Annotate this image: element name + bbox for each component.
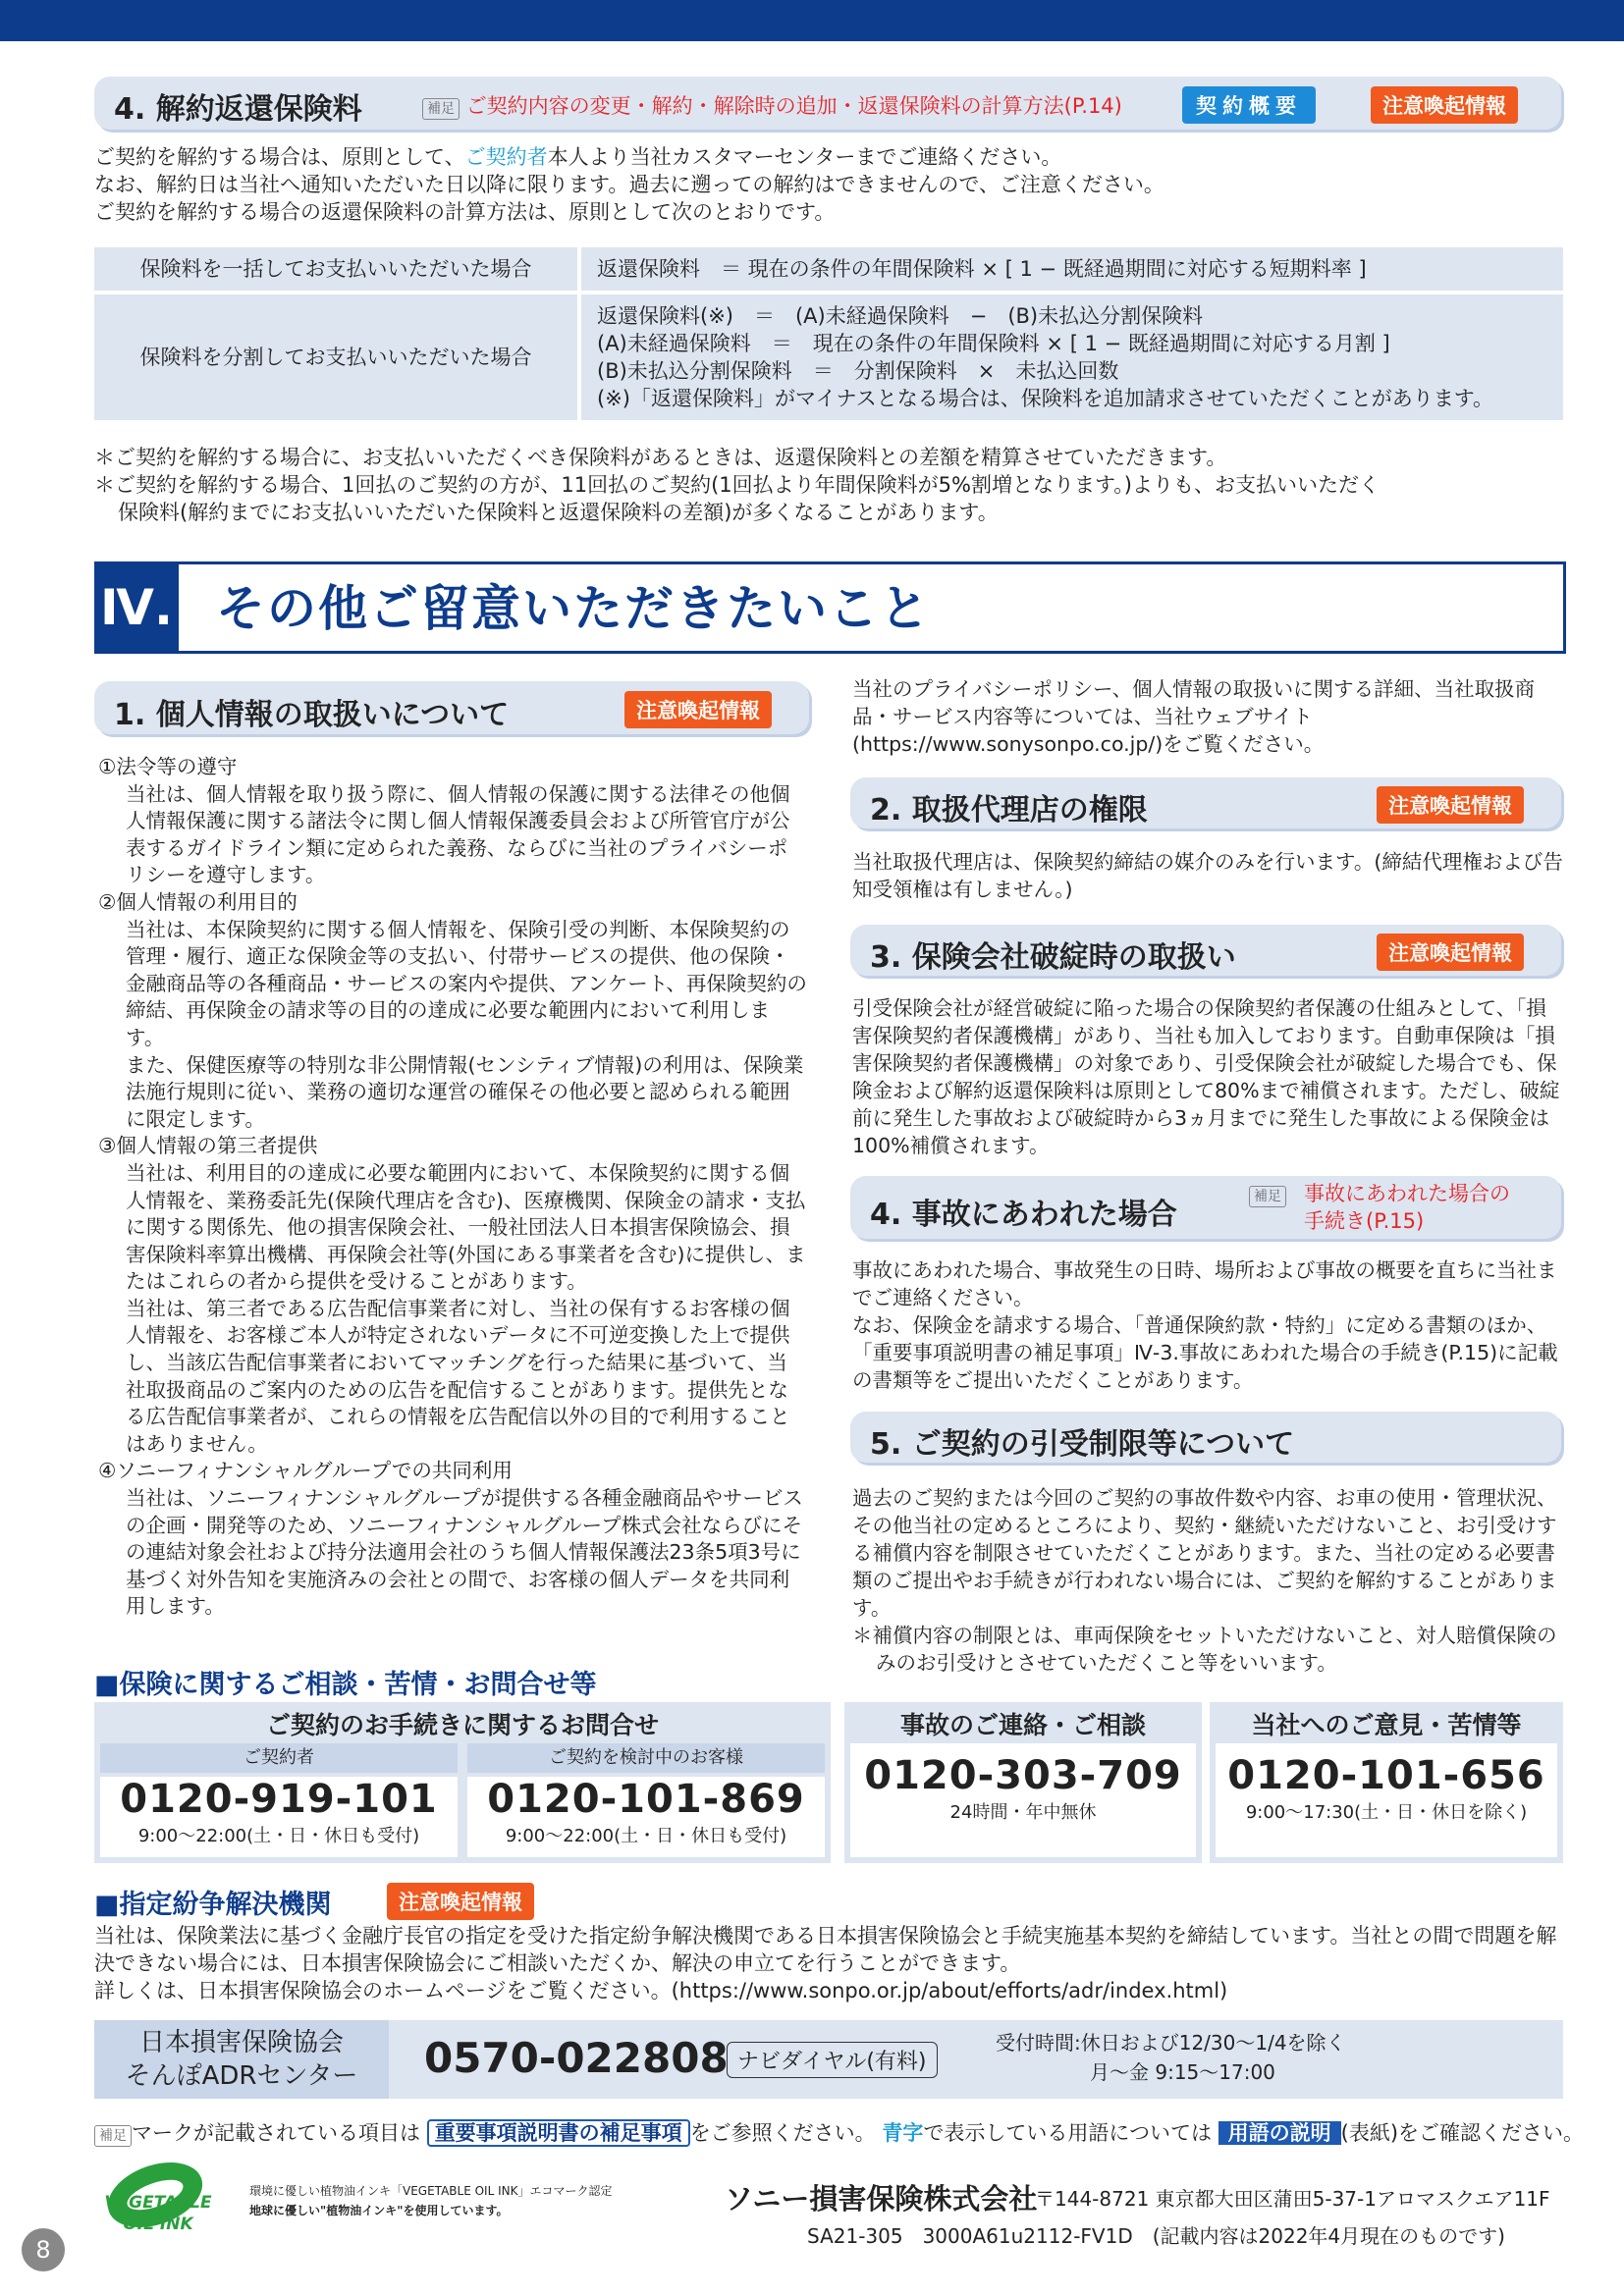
cancellation-intro: ご契約を解約する場合は、原則として、ご契約者本人より当社カスタマーセンターまでご連絡ください。 なお、解約日は当社へ通知いただいた日以降に限ります。過去に遡っての解約はできませんので、ご注意ください。 ご契約を解約する場合の返還保険料の計算方法は、原則として次のとおりです。 bbox=[94, 145, 1164, 224]
reference-link[interactable]: 事故にあわれた場合の 手続き(P.15) bbox=[1304, 1182, 1510, 1233]
top-band bbox=[0, 0, 1624, 41]
section-title: 2. 取扱代理店の権限 bbox=[870, 793, 1148, 828]
insolvency-body: 引受保険会社が経営破綻に陥った場合の保険契約者保護の仕組みとして、「損害保険契約者保護機構」があり、当社も加入しております。自動車保険は「損害保険契約者保護機構」の対象であり、引受保険会社が破綻した場合でも、保険金および解約返還保険料は原則として80%まで補償されます。ただし、破綻前に発生した事故および破綻時から3ヵ月までに発生した事故による保険金は100%補償されます。 bbox=[852, 996, 1560, 1157]
hours: 9:00〜22:00(土・日・休日も受付) bbox=[137, 1826, 420, 1846]
caution-badge: 注意喚起情報 bbox=[1377, 934, 1524, 971]
row-label: 保険料を一括してお支払いいただいた場合 bbox=[94, 247, 577, 291]
refund-calculation-table bbox=[94, 243, 1563, 424]
complaint-phone-box bbox=[1216, 1743, 1557, 1857]
caution-badge: 注意喚起情報 bbox=[1377, 786, 1524, 824]
phone-number[interactable]: 0120-101-869 bbox=[487, 1777, 805, 1822]
row-formula: 返還保険料 ＝ 現在の条件の年間保険料 × [ 1 − 既経過期間に対応する短期料率 ] bbox=[577, 247, 1563, 291]
adr-heading: ■指定紛争解決機関 bbox=[94, 1890, 332, 1920]
section-title: 4. 事故にあわれた場合 bbox=[870, 1198, 1177, 1232]
adr-phone-number[interactable]: 0570-022808 bbox=[424, 2034, 729, 2082]
caution-badge: 注意喚起情報 bbox=[387, 1883, 534, 1920]
box-title: 事故のご連絡・ご相談 bbox=[899, 1711, 1146, 1739]
cancellation-notes: ＊ご契約を解約する場合に、お支払いいただくべき保険料があるときは、返還保険料との差額を精算させていただきます。 ＊ご契約を解約する場合、1回払のご契約の方が、11回払のご契約(1回払より年間保険料が5%割増となります。)よりも、お支払いいただく 保険料(解約までにお支払いいただいた保険料と返還保険料の差額)が多くなることがあります。 bbox=[94, 446, 1380, 524]
page-number: 8 bbox=[22, 2228, 65, 2271]
accident-phone-box bbox=[850, 1743, 1196, 1857]
accident-body: 事故にあわれた場合、事故発生の日時、場所および事故の概要を直ちに当社までご連絡ください。 なお、保険金を請求する場合、「普通保険約款・特約」に定める書類のほか、「重要事項説明書の補足事項」Ⅳ-3.事故にあわれた場合の手続き(P.15)に記載の書類等をご提出いただくことがあります。 bbox=[852, 1258, 1558, 1392]
company-name: ソニー損害保険株式会社 bbox=[725, 2182, 1038, 2216]
vegetable-oil-ink-logo: VEGETABLE OIL INK bbox=[94, 2156, 222, 2264]
document-code: SA21-305 3000A61u2112-FV1D (記載内容は2022年4月現在のものです) bbox=[807, 2224, 1505, 2248]
adr-hours: 受付時間:休日および12/30〜1/4を除く 月〜金 9:15〜17:00 bbox=[996, 2031, 1346, 2084]
box-title: 当社へのご意見・苦情等 bbox=[1251, 1711, 1522, 1739]
section-title: 4. 解約返還保険料 bbox=[114, 92, 362, 127]
adr-contact-box bbox=[94, 2020, 1563, 2099]
complaint-contact-box bbox=[1210, 1702, 1563, 1863]
supplement-mark-icon: 補足 bbox=[94, 2125, 132, 2147]
table-row bbox=[94, 247, 1563, 291]
section-header-cancellation bbox=[94, 77, 1561, 130]
section-header-insolvency bbox=[850, 925, 1561, 976]
row-formula: 返還保険料(※) ＝ (A)未経過保険料 − (B)未払込分割保険料 (A)未経過保険料 ＝ 現在の条件の年間保険料 × [ 1 − 既経過期間に対応する月割 ] (B)未払込分割保険料 ＝ 分割保険料 × 未払込回数 (※)「返還保険料」がマイナスとなる場合は、保険料を追加請求させていただくことがあります。 bbox=[577, 294, 1563, 420]
blue-text-label: 青字 bbox=[882, 2121, 924, 2145]
hours: 9:00〜22:00(土・日・休日も受付) bbox=[505, 1826, 787, 1846]
reference-note bbox=[422, 90, 1122, 120]
navi-dial-label: ナビダイヤル(有料) bbox=[727, 2042, 938, 2078]
supplement-doc-label: 重要事項説明書の補足事項 bbox=[427, 2119, 690, 2147]
section-header-accident bbox=[850, 1176, 1561, 1239]
caution-badge: 注意喚起情報 bbox=[1371, 86, 1518, 124]
glossary-label: 用語の説明 bbox=[1218, 2121, 1341, 2145]
section-header-agency bbox=[850, 777, 1561, 828]
policyholder-phone-box bbox=[100, 1777, 458, 1857]
ink-notice: 環境に優しい植物油インキ「VEGETABLE OIL INK」エコマーク認定 地球に優しい"植物油インキ"を使用しています。 bbox=[249, 2184, 613, 2217]
privacy-continued: 当社のプライバシーポリシー、個人情報の取扱いに関する詳細、当社取扱商品・サービス内容等については、当社ウェブサイト(https://www.sonysonpo.co.jp/)をご覧ください。 bbox=[852, 677, 1536, 756]
contract-summary-badge: 契約概要 bbox=[1182, 86, 1316, 124]
underwriting-body: 過去のご契約または今回のご契約の事故件数や内容、お車の使用・管理状況、その他当社の定めるところにより、契約・継続いただけないこと、お引受けする補償内容を制限させていただくことがあります。また、当社の定める必要書類のご提出やお手続きが行われない場合には、ご契約を解約することがあります。 ＊補償内容の制限とは、車両保険をセットいただけないこと、対人賠償保険のみのお引受けとさせていただくこと等をいいます。 bbox=[852, 1486, 1557, 1675]
reference-link[interactable]: ご契約内容の変更・解約・解除時の追加・返還保険料の計算方法(P.14) bbox=[465, 94, 1122, 118]
box-title: ご契約のお手続きに関するお問合せ bbox=[265, 1711, 659, 1739]
section-title: 5. ご契約の引受制限等について bbox=[870, 1427, 1295, 1462]
phone-number[interactable]: 0120-303-709 bbox=[864, 1753, 1182, 1798]
contact-heading: ■保険に関するご相談・苦情・お問合せ等 bbox=[94, 1670, 597, 1700]
section-title: 3. 保険会社破綻時の取扱い bbox=[870, 940, 1236, 975]
caution-badge: 注意喚起情報 bbox=[624, 691, 772, 728]
agency-body: 当社取扱代理店は、保険契約締結の媒介のみを行います。(締結代理権および告知受領権は有しません。) bbox=[852, 850, 1563, 901]
prospect-phone-box bbox=[467, 1777, 825, 1857]
adr-body: 当社は、保険業法に基づく金融庁長官の指定を受けた指定紛争解決機関である日本損害保険協会と手続実施基本契約を締結しています。当社との間で問題を解決できない場合には、日本損害保険協会にご相談いただくか、解決の申立てを行うことができます。 詳しくは、日本損害保険協会のホームページをご覧ください。(https://www.sonpo.or.jp/about/efforts/adr/index.html) bbox=[94, 1924, 1557, 2002]
term-policyholder[interactable]: ご契約者 bbox=[464, 145, 548, 169]
adr-org-name: 日本損害保険協会 そんぽADRセンター bbox=[94, 2020, 389, 2099]
section-header-privacy bbox=[94, 681, 809, 734]
section-title: 1. 個人情報の取扱いについて bbox=[114, 698, 510, 732]
hours: 24時間・年中無休 bbox=[949, 1802, 1097, 1823]
table-row bbox=[94, 294, 1563, 420]
phone-number[interactable]: 0120-919-101 bbox=[120, 1777, 438, 1822]
subbox-label: ご契約者 bbox=[100, 1743, 458, 1773]
supplement-mark-icon: 補足 bbox=[422, 98, 460, 120]
privacy-body: ①法令等の遵守 当社は、個人情報を取り扱う際に、個人情報の保護に関する法律その他個人情報保護に関する諸法令に関し個人情報保護委員会および所管官庁が公表するガイドライン類に定められた義務、ならびに当社のプライバシーポリシーを遵守します。 ②個人情報の利用目的 当社は、本保険契約に関する個人情報を、保険引受の判断、本保険契約の管理・履行、適正な保険金等の支払い、付帯サービスの提供、他の保険・金融商品等の各種商品・サービスの案内や提供、アンケート、再保険契約の締結、再保険金の請求等の目的の達成に必要な範囲内において利用します。 また、保健医療等の特別な非公開情報(センシティブ情報)の利用は、保険業法施行規則に従い、業務の適切な運営の確保その他必要と認められる範囲に限定します。 ③個人情報の第三者提供 当社は、利用目的の達成に必要な範囲内において、本保険契約に関する個人情報を、業務委託先(保険代理店を含む)、医療機関、保険金の請求・支払に関する関係先、他の損害保険会社、一般社団法人日本損害保険協会、損害保険料率算出機構、再保険会社等(外国にある事業者を含む)に提供し、またはこれらの者から提供を受けることがあります。 当社は、第三者である広告配信事業者に対し、当社の保有するお客様の個人情報を、お客様ご本人が特定されないデータに不可逆変換した上で提供し、当該広告配信事業者においてマッチングを行った結果に基づいて、当社取扱商品のご案内のための広告を配信することがあります。提供先となる広告配信事業者が、これらの情報を広告配信以外の目的で利用することはありません。 ④ソニーフィナンシャルグループでの共同利用 当社は、ソニーフィナンシャルグループが提供する各種金融商品やサービスの企画・開発等のため、ソニーフィナンシャルグループ株式会社ならびにその連結対象会社および持分法適用会社のうち個人情報保護法23条5項3号に基づく対外告知を実施済みの会社との間で、お客様の個人データを共同利用します。 bbox=[98, 755, 807, 1619]
row-label: 保険料を分割してお支払いいただいた場合 bbox=[94, 294, 577, 420]
legend-line: 補足 マークが記載されている項目は 重要事項説明書の補足事項 をご参照ください。 青字で表示している用語については 用語の説明 (表紙)をご確認ください。 bbox=[94, 2116, 1584, 2150]
section-header-underwriting bbox=[850, 1412, 1561, 1463]
accident-contact-box bbox=[844, 1702, 1202, 1863]
company-address: 〒144-8721 東京都大田区蒲田5-37-1アロマスクエア11F bbox=[1035, 2187, 1550, 2211]
hours: 9:00〜17:30(土・日・休日を除く) bbox=[1245, 1802, 1528, 1823]
part-number: Ⅳ. bbox=[94, 561, 179, 654]
supplement-mark-icon: 補足 bbox=[1249, 1186, 1286, 1207]
phone-number[interactable]: 0120-101-656 bbox=[1227, 1753, 1545, 1798]
contract-inquiry-box bbox=[94, 1702, 831, 1863]
part-title: その他ご留意いただきたいこと bbox=[216, 580, 931, 637]
subbox-label: ご契約を検討中のお客様 bbox=[467, 1743, 825, 1773]
